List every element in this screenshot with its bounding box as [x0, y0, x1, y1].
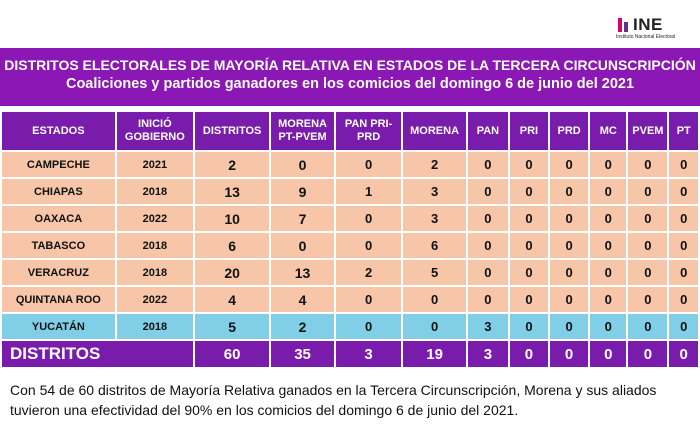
value-cell: 3 [468, 314, 508, 339]
value-cell: 2 [403, 152, 466, 177]
year-cell: 2018 [117, 260, 193, 285]
value-cell: 5 [403, 260, 466, 285]
value-cell: 0 [510, 260, 548, 285]
logo-name: INE [633, 15, 663, 34]
table-row [2, 233, 698, 258]
value-cell: 0 [550, 314, 588, 339]
districts-table [0, 110, 700, 369]
value-cell: 0 [628, 179, 667, 204]
value-cell: 2 [271, 314, 334, 339]
total-cell: 19 [403, 341, 466, 367]
header-cell: ESTADOS [2, 112, 115, 150]
value-cell: 0 [468, 152, 508, 177]
value-cell: 0 [550, 260, 588, 285]
value-cell: 0 [510, 287, 548, 312]
header-cell: PT [669, 112, 698, 150]
value-cell: 9 [271, 179, 334, 204]
value-cell: 0 [403, 314, 466, 339]
value-cell: 0 [550, 206, 588, 231]
value-cell: 13 [271, 260, 334, 285]
year-cell: 2018 [117, 314, 193, 339]
value-cell: 0 [669, 233, 698, 258]
value-cell: 0 [336, 287, 402, 312]
value-cell: 3 [403, 206, 466, 231]
districts-cell: 13 [195, 179, 269, 204]
value-cell: 0 [590, 314, 626, 339]
header-cell: PVEM [628, 112, 667, 150]
banner-title: DISTRITOS ELECTORALES DE MAYORÍA RELATIVA EN ESTADOS DE LA TERCERA CIRCUNSCRIPCIÓN [4, 57, 696, 73]
state-cell: CHIAPAS [2, 179, 115, 204]
state-cell: YUCATÁN [2, 314, 115, 339]
table-row [2, 152, 698, 177]
value-cell: 0 [669, 179, 698, 204]
table-row [2, 260, 698, 285]
total-cell: 0 [669, 341, 698, 367]
table-row [2, 179, 698, 204]
value-cell: 0 [669, 152, 698, 177]
value-cell: 7 [271, 206, 334, 231]
value-cell: 0 [628, 314, 667, 339]
logo-subtitle: Instituto Nacional Electoral [616, 34, 676, 40]
ine-logo [616, 15, 696, 44]
header-cell: MORENA [403, 112, 466, 150]
year-cell: 2018 [117, 179, 193, 204]
value-cell: 0 [336, 314, 402, 339]
banner-subtitle: Coaliciones y partidos ganadores en los comicios del domingo 6 de junio del 2021 [65, 76, 635, 92]
state-cell: CAMPECHE [2, 152, 115, 177]
value-cell: 0 [336, 206, 402, 231]
state-cell: TABASCO [2, 233, 115, 258]
value-cell: 0 [628, 152, 667, 177]
totals-label: DISTRITOS [2, 341, 193, 367]
value-cell: 0 [669, 314, 698, 339]
value-cell: 2 [336, 260, 402, 285]
value-cell: 0 [590, 152, 626, 177]
year-cell: 2022 [117, 287, 193, 312]
value-cell: 0 [590, 233, 626, 258]
totals-row [2, 341, 698, 367]
value-cell: 0 [550, 179, 588, 204]
value-cell: 0 [336, 233, 402, 258]
value-cell: 0 [510, 179, 548, 204]
state-cell: OAXACA [2, 206, 115, 231]
value-cell: 0 [510, 206, 548, 231]
summary-note: Con 54 de 60 distritos de Mayoría Relativa ganados en la Tercera Circunscripción, Morena y sus aliados tuvieron una efectividad del 90% en los comicios del domingo 6 de junio del 2021. [10, 382, 657, 418]
value-cell: 0 [510, 152, 548, 177]
header-cell: MC [590, 112, 626, 150]
districts-cell: 2 [195, 152, 269, 177]
districts-cell: 6 [195, 233, 269, 258]
header-cell: PAN [468, 112, 508, 150]
value-cell: 6 [403, 233, 466, 258]
value-cell: 0 [468, 287, 508, 312]
value-cell: 0 [590, 287, 626, 312]
value-cell: 0 [468, 206, 508, 231]
ine-logo-mark-icon [616, 18, 630, 32]
value-cell: 1 [336, 179, 402, 204]
value-cell: 0 [590, 206, 626, 231]
value-cell: 0 [468, 179, 508, 204]
total-cell: 0 [510, 341, 548, 367]
total-cell: 60 [195, 341, 269, 367]
header-row [2, 112, 698, 150]
value-cell: 0 [468, 233, 508, 258]
header-cell: PRD [550, 112, 588, 150]
table-row [2, 287, 698, 312]
value-cell: 0 [590, 179, 626, 204]
header-cell: PRI [510, 112, 548, 150]
value-cell: 0 [510, 233, 548, 258]
total-cell: 0 [550, 341, 588, 367]
value-cell: 0 [669, 260, 698, 285]
year-cell: 2021 [117, 152, 193, 177]
value-cell: 0 [628, 260, 667, 285]
value-cell: 0 [628, 206, 667, 231]
value-cell: 0 [271, 233, 334, 258]
header-cell: DISTRITOS [195, 112, 269, 150]
value-cell: 0 [336, 152, 402, 177]
value-cell: 0 [628, 233, 667, 258]
districts-cell: 5 [195, 314, 269, 339]
year-cell: 2022 [117, 206, 193, 231]
state-cell: VERACRUZ [2, 260, 115, 285]
districts-cell: 10 [195, 206, 269, 231]
value-cell: 0 [550, 152, 588, 177]
value-cell: 0 [403, 287, 466, 312]
table-row [2, 206, 698, 231]
title-banner [0, 48, 700, 106]
year-cell: 2018 [117, 233, 193, 258]
value-cell: 3 [403, 179, 466, 204]
value-cell: 0 [550, 287, 588, 312]
value-cell: 0 [510, 314, 548, 339]
value-cell: 0 [468, 260, 508, 285]
total-cell: 0 [590, 341, 626, 367]
value-cell: 0 [271, 152, 334, 177]
header-cell: MORENA PT-PVEM [271, 112, 334, 150]
value-cell: 0 [669, 287, 698, 312]
value-cell: 4 [271, 287, 334, 312]
header-cell: INICIÓ GOBIERNO [117, 112, 193, 150]
state-cell: QUINTANA ROO [2, 287, 115, 312]
total-cell: 3 [336, 341, 402, 367]
total-cell: 3 [468, 341, 508, 367]
value-cell: 0 [590, 260, 626, 285]
districts-cell: 20 [195, 260, 269, 285]
table-row-highlighted [2, 314, 698, 339]
header-cell: PAN PRI-PRD [336, 112, 402, 150]
value-cell: 0 [628, 287, 667, 312]
value-cell: 0 [669, 206, 698, 231]
districts-cell: 4 [195, 287, 269, 312]
value-cell: 0 [550, 233, 588, 258]
total-cell: 0 [628, 341, 667, 367]
total-cell: 35 [271, 341, 334, 367]
